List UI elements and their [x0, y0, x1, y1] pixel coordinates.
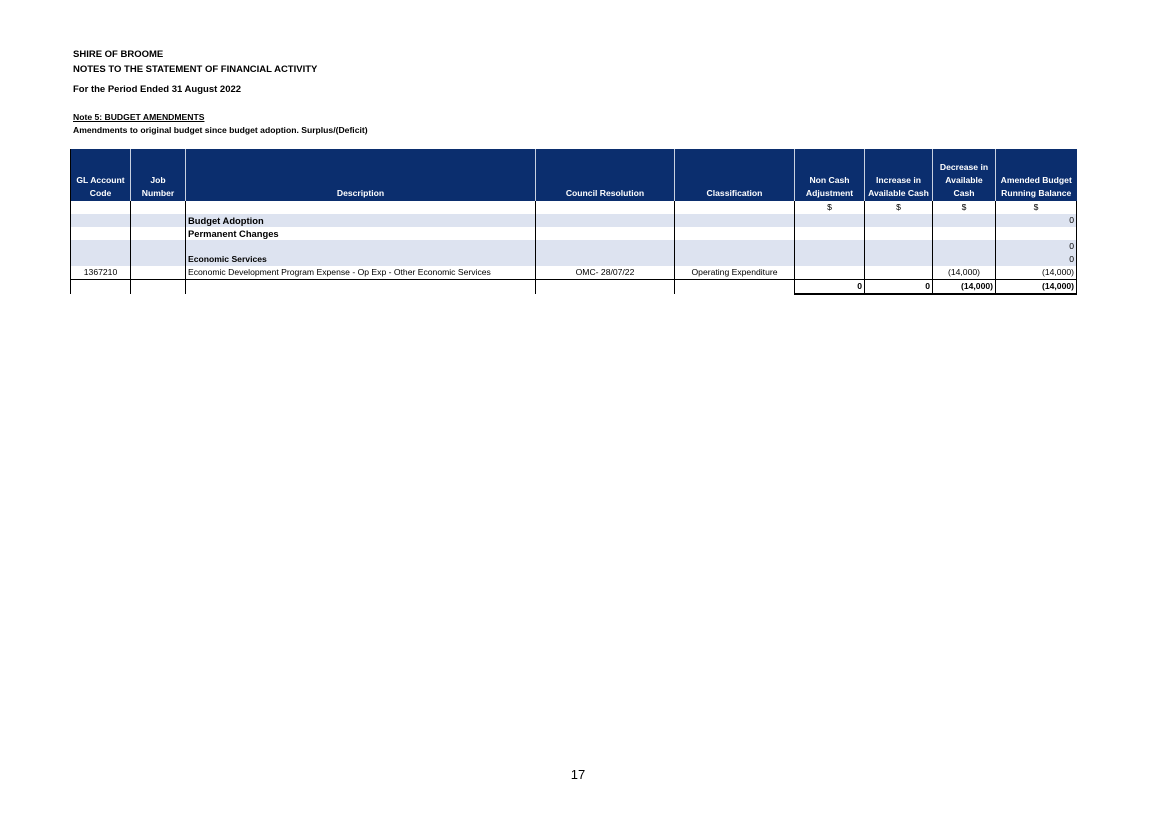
totals-row	[71, 280, 1077, 295]
note-title: Note 5: BUDGET AMENDMENTS	[73, 112, 205, 122]
table-row	[71, 253, 1077, 266]
col-increase-available-cash: Increase in Available Cash	[865, 149, 933, 201]
currency-row	[71, 201, 1077, 214]
row-balance: 0	[996, 253, 1077, 266]
row-balance: 0	[996, 240, 1077, 253]
row-resolution: OMC- 28/07/22	[536, 266, 675, 280]
row-decrease: (14,000)	[933, 266, 996, 280]
row-description: Economic Development Program Expense - Op Exp - Other Economic Services	[186, 266, 536, 280]
note-description: Amendments to original budget since budget adoption. Surplus/(Deficit)	[73, 125, 368, 135]
table-row	[71, 266, 1077, 280]
col-council-resolution: Council Resolution	[536, 149, 675, 201]
row-description: Permanent Changes	[186, 227, 536, 240]
col-classification: Classification	[675, 149, 795, 201]
total-balance: (14,000)	[996, 280, 1077, 295]
total-decrease: (14,000)	[933, 280, 996, 295]
col-job-number: Job Number	[131, 149, 186, 201]
currency-symbol: $	[865, 201, 933, 214]
table-row	[71, 214, 1077, 227]
table-row	[71, 227, 1077, 240]
col-non-cash-adjustment: Non Cash Adjustment	[795, 149, 865, 201]
col-amended-budget-balance: Amended Budget Running Balance	[996, 149, 1077, 201]
row-classification: Operating Expenditure	[675, 266, 795, 280]
row-description: Economic Services	[186, 253, 536, 266]
col-decrease-available-cash: Decrease in Available Cash	[933, 149, 996, 201]
col-gl-account-code: GL Account Code	[71, 149, 131, 201]
row-balance: (14,000)	[996, 266, 1077, 280]
report-subtitle: NOTES TO THE STATEMENT OF FINANCIAL ACTIVITY	[73, 64, 318, 75]
table-row	[71, 240, 1077, 253]
currency-symbol: $	[996, 201, 1077, 214]
currency-symbol: $	[933, 201, 996, 214]
row-description: Budget Adoption	[186, 214, 536, 227]
total-increase: 0	[865, 280, 933, 295]
org-name: SHIRE OF BROOME	[73, 49, 164, 60]
budget-amendments-table	[70, 149, 1077, 295]
total-non-cash: 0	[795, 280, 865, 295]
page-number: 17	[570, 767, 586, 782]
row-gl-code: 1367210	[71, 266, 131, 280]
row-balance: 0	[996, 214, 1077, 227]
report-period: For the Period Ended 31 August 2022	[73, 84, 242, 95]
col-description: Description	[186, 149, 536, 201]
currency-symbol: $	[795, 201, 865, 214]
table-header-row	[71, 149, 1077, 201]
